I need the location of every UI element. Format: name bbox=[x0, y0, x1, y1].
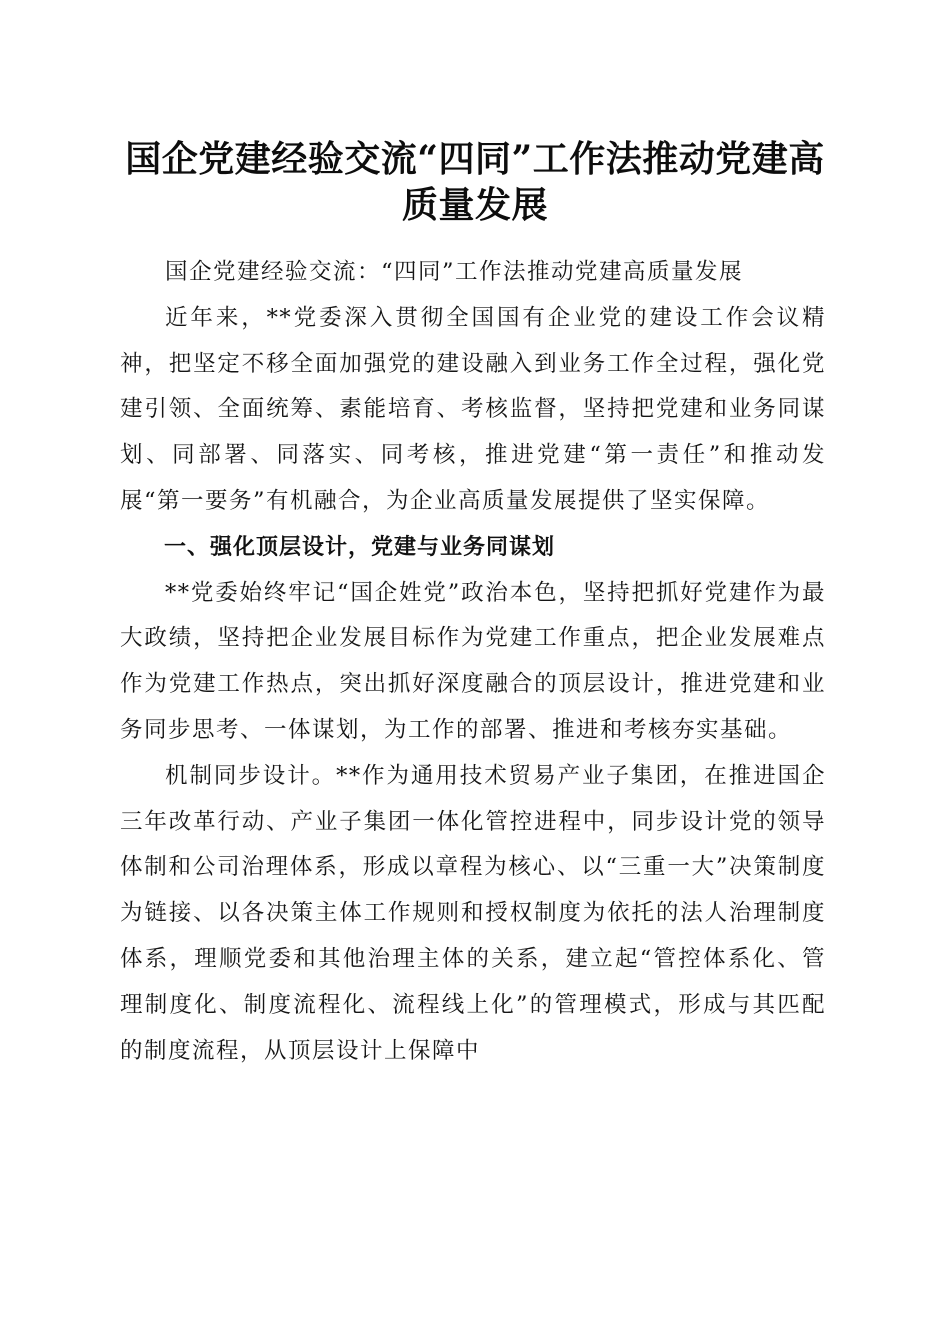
document-body bbox=[120, 250, 826, 1074]
section-heading: 一、强化顶层设计，党建与业务同谋划 bbox=[164, 534, 556, 560]
section-paragraph-1: **党委始终牢记“国企姓党”政治本色，坚持把抓好党建作为最大政绩，坚持把企业发展目标作为党建工作重点，把企业发展难点作为党建工作热点，突出抓好深度融合的顶层设计，推进党建和业务同步思考、一体谋划，为工作的部署、推进和考核夯实基础。 bbox=[120, 579, 826, 743]
document-title: 国企党建经验交流“四同”工作法推动党建高质量发展 bbox=[125, 138, 825, 226]
section-paragraph-2: 机制同步设计。**作为通用技术贸易产业子集团，在推进国企三年改革行动、产业子集团一体化管控进程中，同步设计党的领导体制和公司治理体系，形成以章程为核心、以“三重一大”决策制度为链接、以各决策主体工作规则和授权制度为依托的法人治理制度体系，理顺党委和其他治理主体的关系，建立起“管控体系化、管理制度化、制度流程化、流程线上化”的管理模式，形成与其匹配的制度流程，从顶层设计上保障中 bbox=[120, 762, 826, 1064]
document-subtitle: 国企党建经验交流：“四同”工作法推动党建高质量发展 bbox=[165, 259, 744, 285]
intro-paragraph: 近年来，**党委深入贯彻全国国有企业党的建设工作会议精神，把坚定不移全面加强党的建设融入到业务工作全过程，强化党建引领、全面统筹、素能培育、考核监督，坚持把党建和业务同谋划、同部署、同落实、同考核，推进党建“第一责任”和推动发展“第一要务”有机融合，为企业高质量发展提供了坚实保障。 bbox=[120, 304, 826, 514]
